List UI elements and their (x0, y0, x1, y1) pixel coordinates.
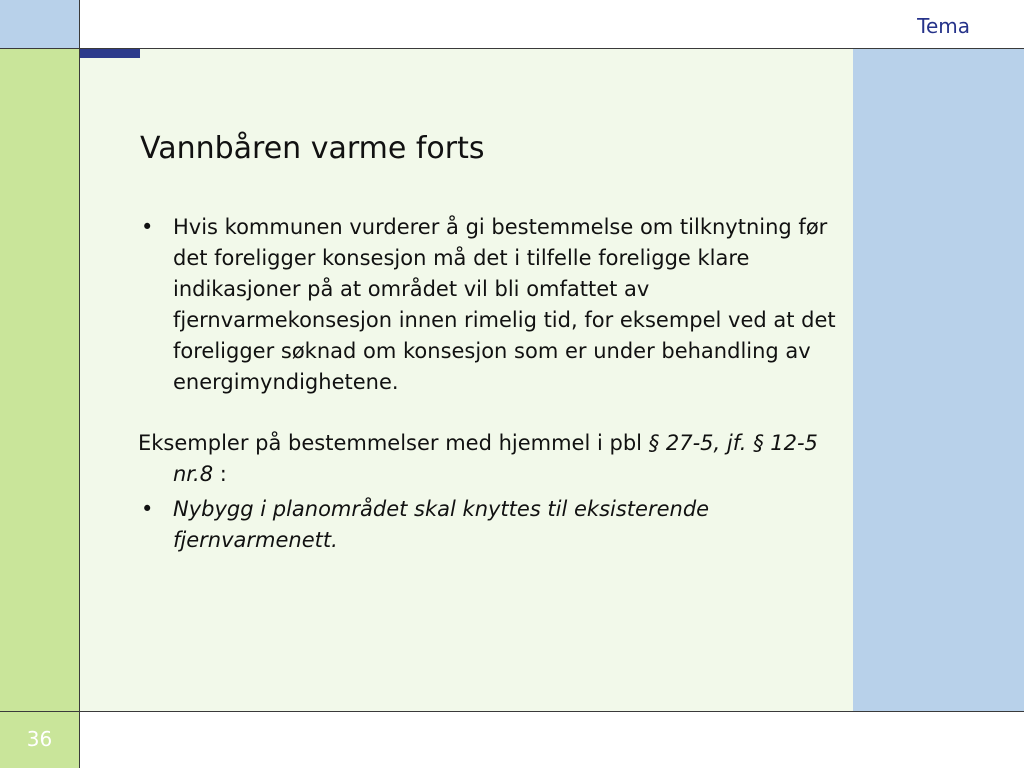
slide-body (138, 212, 844, 556)
section-label: Tema (917, 14, 970, 38)
examples-paragraph (138, 428, 844, 490)
right-blue-band (853, 49, 1024, 711)
page-number: 36 (26, 727, 53, 751)
bullet-item (138, 212, 844, 398)
examples-suffix: : (213, 462, 227, 486)
bottom-divider (0, 711, 1024, 712)
examples-text: Eksempler på bestemmelser med hjemmel i pbl (138, 431, 649, 455)
top-left-block (0, 0, 79, 48)
bullet-icon: • (141, 215, 154, 239)
left-green-band (0, 49, 79, 711)
vertical-divider (79, 0, 80, 768)
header-bar (80, 0, 1024, 48)
bullet-icon: • (141, 497, 154, 521)
bullet-item (138, 494, 844, 556)
bullet-text: Nybygg i planområdet skal knyttes til eksisterende fjernvarmenett. (173, 497, 710, 552)
slide-title: Vannbåren varme forts (140, 131, 485, 166)
bullet-text: Hvis kommunen vurderer å gi bestemmelse om tilknytning før det foreligger konsesjon må det i tilfelle foreligge klare indikasjoner på at området vil bli omfattet av fjernvarmekonsesjon innen rimelig tid, for eksempel ved at det foreligger søknad om konsesjon som er under behandling av energimyndighetene. (173, 215, 836, 394)
accent-bar (80, 49, 140, 58)
top-divider (0, 48, 1024, 49)
legal-reference: § 27-5, jf. § 12-5 nr.8 (173, 431, 818, 486)
footer-bar (80, 712, 1024, 768)
